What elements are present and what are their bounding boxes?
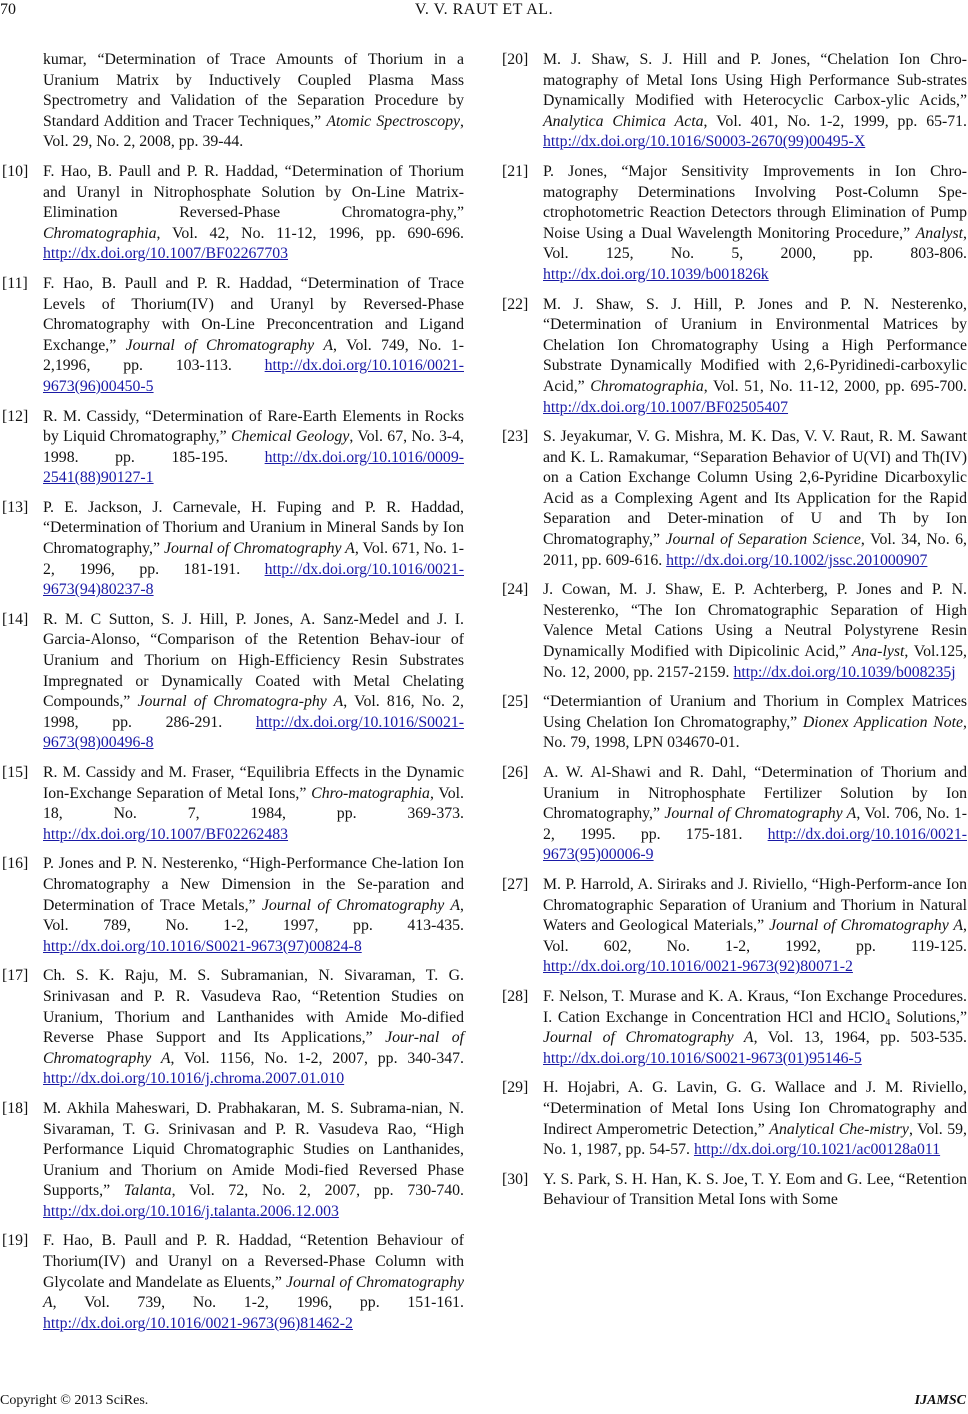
right-column [502, 50, 967, 1220]
reference-text: P. Jones and P. N. Nesterenko, “High-Performance Che-lation Ion Chromatography a New Dimension in the Se-paration and Determination of Trace Metals,” [43, 855, 464, 914]
reference-number: [14] [2, 610, 29, 628]
page-number: 70 [0, 1, 16, 18]
reference-item [502, 427, 967, 571]
reference-journal: Chro-matographia [311, 784, 430, 802]
continuation-text: kumar, “Determination of Trace Amounts of Thorium in a Uranium Matrix by Inductively Coupled Plasma Mass Spectrometry and Validation of the Separation Procedure by Standard Addition and Tracer Techniques,” [43, 51, 464, 130]
reference-number: [13] [2, 498, 29, 516]
reference-details: , Vol. 671, No. 1-2, 1996, pp. 181-191. [43, 540, 464, 578]
doi-link[interactable]: http://dx.doi.org/10.1016/S0021-9673(98)00496-8 [43, 713, 464, 752]
reference-number: [29] [502, 1079, 529, 1097]
reference-item [502, 162, 967, 286]
reference-details: , Vol. 51, No. 11-12, 2000, pp. 695-700. [703, 377, 967, 395]
reference-journal: Journal of Chromatography A [664, 805, 857, 823]
reference-item [2, 274, 464, 398]
reference-journal: Ana-lyst [851, 643, 905, 661]
reference-journal: Jour-nal of Chromatography A [43, 1029, 464, 1067]
reference-details: , Vol. 789, No. 1-2, 1997, pp. 413-435. [43, 896, 464, 935]
reference-text: S. Jeyakumar, V. G. Mishra, M. K. Das, V. V. Raut, R. M. Sawant and K. L. Ramakumar, “Separation Behavior of U(VI) and Th(IV) on a Cation Exchange Column Using 2,6-Pyridine Dicarboxylic Acid as a Complexing Agent and Its Application for the Rapid Separation and Deter-mination of U and Th by Ion Chromatography,” [543, 428, 967, 549]
reference-item [502, 987, 967, 1069]
reference-number: [16] [2, 855, 29, 873]
page-footer [0, 1393, 968, 1413]
reference-text: R. M. Cassidy and M. Fraser, “Equilibria Effects in the Dynamic Ion-Exchange Separation of Metal Ions,” [43, 764, 464, 802]
doi-link[interactable]: http://dx.doi.org/10.1016/0021-9673(94)80237-8 [43, 560, 464, 599]
reference-details: , Vol. 749, No. 1-2,1996, pp. 103-113. [43, 336, 465, 375]
reference-item [502, 692, 967, 754]
reference-continuation [2, 50, 464, 153]
reference-item [2, 1099, 464, 1223]
right-reference-list [502, 50, 967, 1211]
reference-text: “Determiantion of Uranium and Thorium in Complex Matrices Using Chelation Ion Chromatography,” [543, 693, 967, 731]
reference-journal: Journal of Chromatography A [163, 540, 355, 558]
reference-number: [28] [502, 987, 529, 1005]
reference-text: Y. S. Park, S. H. Han, K. S. Joe, T. Y. Eom and G. Lee, “Retention Behaviour of Transition Metal Ions with Some [543, 1170, 967, 1209]
reference-details: , Vol. 602, No. 1-2, 1992, pp. 119-125. [543, 917, 967, 955]
reference-details: , Vol. 739, No. 1-2, 1996, pp. 151-161. [52, 1294, 464, 1312]
reference-number: [11] [2, 274, 28, 292]
reference-text: F. Hao, B. Paull and P. R. Haddad, “Retention Behaviour of Thorium(IV) and Uranyl on a Reversed-Phase Column with Glycolate and Mandelate as Eluents,” [43, 1232, 464, 1291]
reference-item [502, 1078, 967, 1160]
reference-text: P. E. Jackson, J. Carnevale, H. Fuping and P. R. Haddad, “Determination of Thorium and Uranium in Mineral Sands by Ion Chromatography,” [43, 498, 464, 558]
doi-link[interactable]: http://dx.doi.org/10.1016/S0003-2670(99)00495-X [543, 133, 866, 151]
reference-text: H. Hojabri, A. G. Lavin, G. G. Wallace and J. M. Riviello, “Determination of Metal Ions Using Ion Chromatography and Indirect Amperometric Detection,” [543, 1079, 967, 1138]
reference-number: [20] [502, 51, 529, 68]
reference-journal: Journal of Chromatography A [769, 917, 964, 935]
reference-text: J. Cowan, M. J. Shaw, E. P. Achterberg, P. Jones and P. N. Nesterenko, “The Ion Chromatographic Separation of High Valence Metal Cations Using a Neutral Polystyrene Resin Dynamically Modified with Dipicolinic Acid,” [543, 581, 967, 661]
reference-item [502, 875, 967, 978]
reference-details: , Vol. 34, No. 6, 2011, pp. 609-616. [543, 531, 967, 569]
reference-number: [25] [502, 693, 529, 711]
reference-item [502, 1170, 967, 1211]
reference-number: [23] [502, 428, 529, 446]
reference-number: [26] [502, 764, 529, 781]
reference-details: , Vol. 816, No. 2, 1998, pp. 286-291. [43, 693, 464, 731]
doi-link[interactable]: http://dx.doi.org/10.1016/S0021-9673(01)95146-5 [543, 1049, 862, 1067]
reference-text: R. M. C Sutton, S. J. Hill, P. Jones, A. Sanz-Medel and J. I. Garcia-Alonso, “Comparison of the Retention Behav-iour of Uranium and Thorium on High-Efficiency Resin Substrates Impregnated or Dynamically Coated with Metal Chelating Compounds,” [43, 610, 464, 711]
reference-details: , Vol. 42, No. 11-12, 1996, pp. 690-696. [156, 224, 464, 242]
reference-journal: Analytica Chimica Acta [543, 112, 704, 130]
reference-text: F. Hao, B. Paull and P. R. Haddad, “Determination of Trace Levels of Thorium(IV) and Uranyl by Reversed-Phase Chromatography with On-Line Preconcentration and Ligand Exchange,” [43, 274, 464, 354]
journal-abbreviation: IJAMSC [914, 1393, 966, 1408]
doi-link[interactable]: http://dx.doi.org/10.1007/BF02262483 [43, 825, 289, 843]
reference-journal: Journal of Chromatogra-phy A [137, 693, 344, 711]
reference-number: [22] [502, 295, 529, 313]
reference-details: , No. 79, 1998, LPN 034670-01. [543, 713, 967, 752]
reference-details: , Vol. 13, 1964, pp. 503-535. [753, 1029, 967, 1047]
reference-details: , Vol.125, No. 12, 2000, pp. 2157-2159. [543, 643, 967, 681]
reference-item [2, 407, 464, 489]
reference-number: [30] [502, 1170, 529, 1188]
copyright-notice: Copyright © 2013 SciRes. [0, 1393, 149, 1408]
doi-link[interactable]: http://dx.doi.org/10.1016/0021-9673(95)00006-9 [543, 825, 967, 864]
doi-link[interactable]: http://dx.doi.org/10.1016/0021-9673(96)00450-5 [43, 357, 464, 395]
reference-item [2, 763, 464, 845]
doi-link[interactable]: http://dx.doi.org/10.1021/ac00128a011 [693, 1141, 941, 1159]
reference-number: [27] [502, 875, 529, 893]
doi-link[interactable]: http://dx.doi.org/10.1016/j.talanta.2006.12.003 [43, 1202, 339, 1220]
running-title: V. V. RAUT ET AL. [414, 1, 554, 18]
reference-text: M. J. Shaw, S. J. Hill, P. Jones and P. N. Nesterenko, “Determination of Uranium in Environmental Matrices by Chelation Ion Chromatography Using a High Performance Substrate Dynamically Modified with 2,6-Pyridinedi-carboxylic Acid,” [543, 295, 967, 395]
reference-number: [10] [2, 162, 29, 180]
reference-number: [21] [502, 162, 529, 180]
reference-journal: Chromatographia [43, 224, 157, 242]
reference-item [502, 50, 967, 153]
left-reference-list [2, 162, 464, 1334]
reference-journal: Journal of Chromatography A [125, 336, 333, 354]
reference-number: [19] [2, 1232, 29, 1250]
continuation-details: , Vol. 29, No. 2, 2008, pp. 39-44. [43, 112, 464, 151]
doi-link[interactable]: http://dx.doi.org/10.1016/0009-2541(88)90127-1 [43, 448, 464, 487]
reference-number: [17] [2, 967, 29, 985]
reference-text: M. J. Shaw, S. J. Hill and P. Jones, “Chelation Ion Chro-matography of Metal Ions Using High Performance Sub-strates Dynamically Modified with Heterocyclic Carbox-ylic Acids,” [543, 51, 967, 110]
reference-text: P. Jones, “Major Sensitivity Improvements in Ion Chro-matography Determinations Involving Post-Column Spe-ctrophotometric Reaction Detectors through Elimination of Pump Noise Using a Dual Wavelength Monitoring Procedure,” [543, 162, 967, 242]
reference-text: F. Hao, B. Paull and P. R. Haddad, “Determination of Thorium and Uranyl in Nitrophosphate Solution by On-Line Matrix-Elimination Reversed-Phase Chromatogra-phy,” [43, 162, 464, 222]
reference-text: A. W. Al-Shawi and R. Dahl, “Determination of Thorium and Uranium in Nitrophosphate Fertilizer Solution by Ion Chromatography,” [543, 764, 967, 823]
reference-number: [15] [2, 764, 29, 781]
doi-link[interactable]: http://dx.doi.org/10.1007/BF02505407 [543, 398, 789, 416]
reference-journal: Journal of Chromatography A [43, 1273, 464, 1312]
reference-journal: Chromatographia [590, 377, 704, 395]
reference-item [502, 763, 967, 866]
doi-link[interactable]: http://dx.doi.org/10.1016/j.chroma.2007.01.010 [43, 1070, 345, 1088]
reference-item [2, 610, 464, 754]
page-header [0, 0, 968, 26]
reference-item [2, 854, 464, 957]
reference-details: , Vol. 125, No. 5, 2000, pp. 803-806. [543, 224, 967, 263]
reference-text: M. Akhila Maheswari, D. Prabhakaran, M. S. Subrama-nian, N. Sivaraman, T. G. Srinivasan and P. R. Vasudeva Rao, “High Performance Liquid Chromatographic Studies on Lanthanides, Uranium and Thorium on Amide Modi-fied Reversed Phase Supports,” [43, 1099, 464, 1200]
doi-link[interactable]: http://dx.doi.org/10.1016/0021-9673(92)80071-2 [543, 958, 853, 976]
reference-number: [24] [502, 581, 529, 599]
reference-text: Ch. S. K. Raju, M. S. Subramanian, N. Sivaraman, T. G. Srinivasan and P. R. Vasudeva Rao, “Retention Studies on Uranium, Thorium and Lanthanides with Amide Mo-dified Reverse Phase Support and Its Applications,” [43, 967, 464, 1047]
reference-details: , Vol. 401, No. 1-2, 1999, pp. 65-71. [703, 112, 967, 130]
reference-text: F. Nelson, T. Murase and K. A. Kraus, “Ion Exchange Procedures. I. Cation Exchange in Concentration HCl and HClO₄ Solutions,” [543, 987, 967, 1026]
reference-item [2, 1231, 464, 1334]
left-column [2, 50, 464, 1343]
reference-details: , Vol. 59, No. 1, 1987, pp. 54-57. [543, 1120, 968, 1159]
reference-journal: Analyst [915, 224, 964, 242]
reference-number: [18] [2, 1099, 29, 1117]
doi-link[interactable]: http://dx.doi.org/10.1016/0021-9673(96)81462-2 [43, 1314, 353, 1332]
reference-details: , Vol. 67, No. 3-4, 1998. pp. 185-195. [43, 428, 464, 466]
reference-details: , Vol. 1156, No. 1-2, 2007, pp. 340-347. [170, 1049, 464, 1067]
reference-journal: Journal of Chromatography A [543, 1029, 754, 1047]
doi-link[interactable]: http://dx.doi.org/10.1002/jssc.201000907 [666, 551, 928, 569]
reference-journal: Dionex Application Note [802, 713, 964, 731]
reference-item [502, 580, 967, 683]
continuation-journal: Atomic Spectroscopy [326, 112, 461, 130]
doi-link[interactable]: http://dx.doi.org/10.1016/S0021-9673(97)00824-8 [43, 937, 362, 955]
doi-link[interactable]: http://dx.doi.org/10.1039/b008235j [733, 663, 956, 681]
reference-item [2, 966, 464, 1090]
reference-text: R. M. Cassidy, “Determination of Rare-Earth Elements in Rocks by Liquid Chromatography,” [43, 407, 464, 446]
reference-item [2, 162, 464, 265]
reference-number: [12] [2, 407, 29, 425]
reference-details: , Vol. 72, No. 2, 2007, pp. 730-740. [171, 1182, 464, 1200]
reference-journal: Analytical Che-mistry [769, 1120, 909, 1138]
reference-journal: Talanta [123, 1182, 172, 1200]
reference-item [502, 295, 967, 419]
reference-text: M. P. Harrold, A. Siriraks and J. Riviello, “High-Perform-ance Ion Chromatographic Separation of Uranium and Thorium in Natural Waters and Geological Materials,” [543, 875, 967, 935]
doi-link[interactable]: http://dx.doi.org/10.1007/BF02267703 [43, 245, 289, 263]
reference-details: , Vol. 18, No. 7, 1984, pp. 369-373. [43, 784, 464, 823]
reference-journal: Journal of Separation Science [665, 531, 861, 549]
reference-details: , Vol. 706, No. 1-2, 1995. pp. 175-181. [543, 805, 967, 843]
doi-link[interactable]: http://dx.doi.org/10.1039/b001826k [543, 265, 769, 283]
reference-journal: Journal of Chromatography A [261, 896, 461, 914]
reference-journal: Chemical Geology [230, 428, 350, 446]
reference-item [2, 498, 464, 601]
